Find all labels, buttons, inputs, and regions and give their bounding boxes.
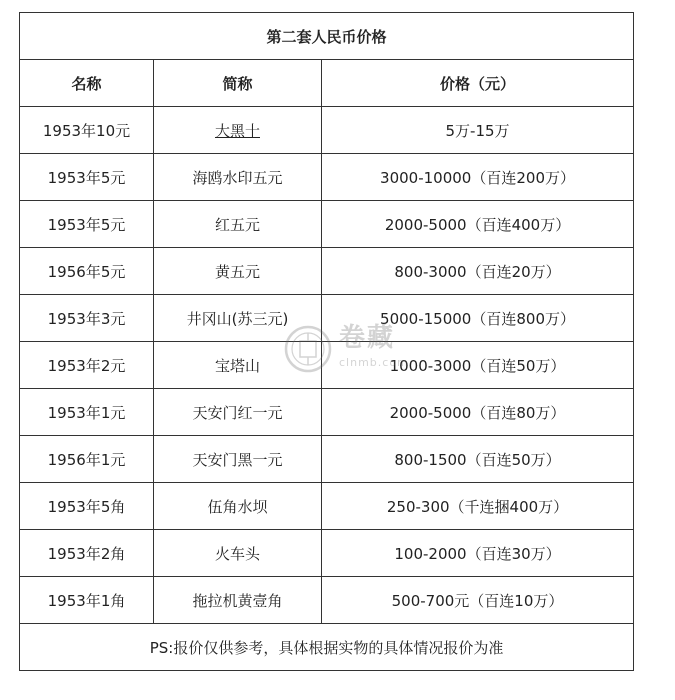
cell-short-name: 天安门红一元 bbox=[154, 389, 322, 436]
table-footer-note: PS:报价仅供参考，具体根据实物的具体情况报价为准 bbox=[20, 624, 634, 671]
watermark-url: clnmb.com bbox=[339, 356, 409, 369]
cell-name: 1953年5元 bbox=[20, 201, 154, 248]
cell-short-name: 伍角水坝 bbox=[154, 483, 322, 530]
cell-price: 250-300（千连捆400万） bbox=[322, 483, 634, 530]
cell-price: 2000-5000（百连400万） bbox=[322, 201, 634, 248]
header-short-name: 简称 bbox=[154, 60, 322, 107]
cell-name: 1956年5元 bbox=[20, 248, 154, 295]
table-row bbox=[20, 248, 634, 295]
cell-price: 800-1500（百连50万） bbox=[322, 436, 634, 483]
table-row bbox=[20, 342, 634, 389]
table-header-row bbox=[20, 60, 634, 107]
cell-price: 3000-10000（百连200万） bbox=[322, 154, 634, 201]
table-title-row bbox=[20, 13, 634, 60]
price-table bbox=[19, 12, 634, 671]
cell-short-name: 宝塔山 bbox=[154, 342, 322, 389]
cell-price: 5000-15000（百连800万） bbox=[322, 295, 634, 342]
cell-name: 1956年1元 bbox=[20, 436, 154, 483]
table-row bbox=[20, 483, 634, 530]
cell-name: 1953年5角 bbox=[20, 483, 154, 530]
cell-price: 2000-5000（百连80万） bbox=[322, 389, 634, 436]
cell-short-name: 天安门黑一元 bbox=[154, 436, 322, 483]
watermark-text: 卷藏 bbox=[339, 323, 396, 353]
cell-name: 1953年1角 bbox=[20, 577, 154, 624]
cell-price: 800-3000（百连20万） bbox=[322, 248, 634, 295]
cell-name: 1953年10元 bbox=[20, 107, 154, 154]
cell-price: 1000-3000（百连50万） bbox=[322, 342, 634, 389]
cell-short-name: 火车头 bbox=[154, 530, 322, 577]
cell-short-name: 红五元 bbox=[154, 201, 322, 248]
cell-price: 100-2000（百连30万） bbox=[322, 530, 634, 577]
header-name: 名称 bbox=[20, 60, 154, 107]
cell-price: 5万-15万 bbox=[322, 107, 634, 154]
da-hei-shi-link[interactable]: 大黑十 bbox=[214, 121, 260, 140]
table-row bbox=[20, 107, 634, 154]
header-price: 价格（元） bbox=[322, 60, 634, 107]
table-row bbox=[20, 577, 634, 624]
cell-short-name: 黄五元 bbox=[154, 248, 322, 295]
cell-name: 1953年3元 bbox=[20, 295, 154, 342]
table-title: 第二套人民币价格 bbox=[20, 13, 634, 60]
table-row bbox=[20, 154, 634, 201]
cell-short-name[interactable] bbox=[154, 107, 322, 154]
table-row bbox=[20, 295, 634, 342]
cell-name: 1953年5元 bbox=[20, 154, 154, 201]
table-row bbox=[20, 389, 634, 436]
cell-name: 1953年2元 bbox=[20, 342, 154, 389]
table-row bbox=[20, 201, 634, 248]
cell-name: 1953年2角 bbox=[20, 530, 154, 577]
table-footer-row bbox=[20, 624, 634, 671]
cell-short-name: 拖拉机黄壹角 bbox=[154, 577, 322, 624]
cell-name: 1953年1元 bbox=[20, 389, 154, 436]
table-row bbox=[20, 530, 634, 577]
cell-price: 500-700元（百连10万） bbox=[322, 577, 634, 624]
table-row bbox=[20, 436, 634, 483]
cell-short-name: 井冈山(苏三元) bbox=[154, 295, 322, 342]
cell-short-name: 海鸥水印五元 bbox=[154, 154, 322, 201]
